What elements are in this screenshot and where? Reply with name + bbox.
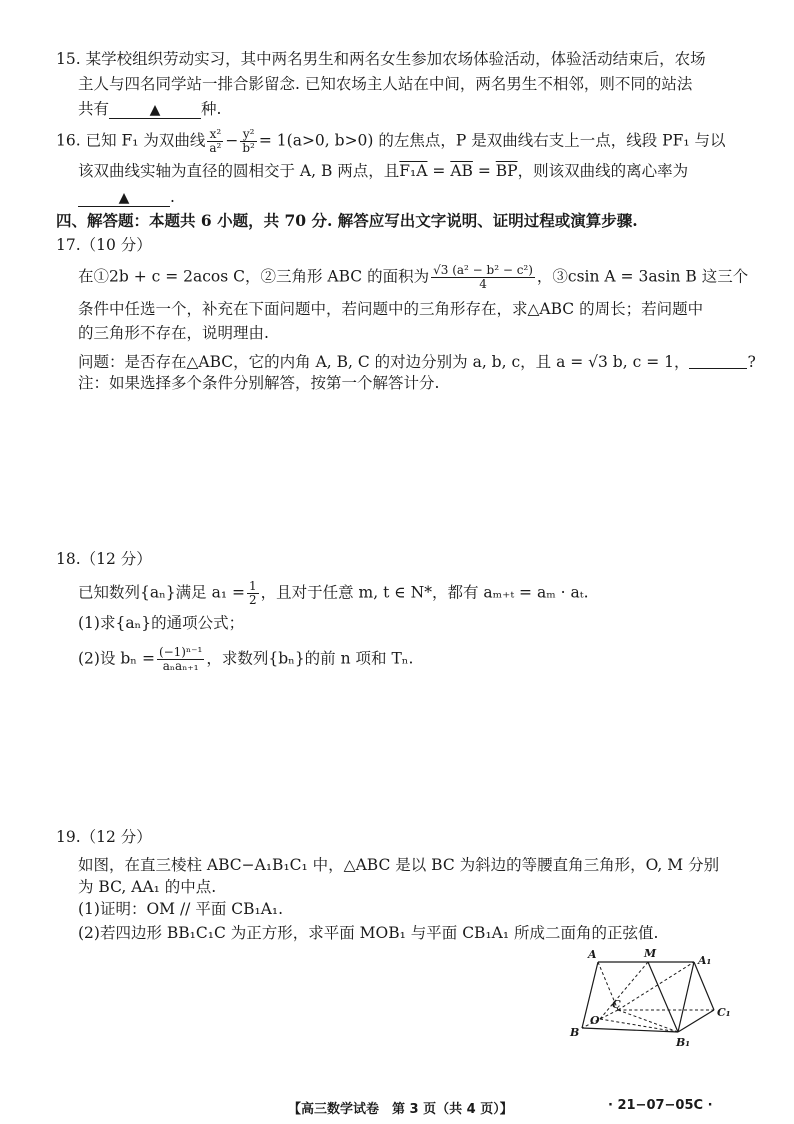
q19-part-2: (2)若四边形 BB₁C₁C 为正方形，求平面 MOB₁ 与平面 CB₁A₁ 所成二面角的正弦值. bbox=[78, 924, 659, 942]
q15-answer-blank[interactable] bbox=[109, 100, 201, 119]
q17-text: ，③csin A = 3asin B 这三个 bbox=[536, 267, 749, 286]
label-a1: A₁ bbox=[698, 954, 712, 967]
vector-bp: $\overline{BP}$ bbox=[495, 162, 518, 180]
q18-text: ，且对于任意 m, t ∈ N*，都有 aₘ₊ₜ = aₘ · aₜ. bbox=[260, 583, 589, 602]
vector-ab: $\overline{AB}$ bbox=[450, 162, 473, 180]
equals-sign: = bbox=[472, 162, 496, 180]
section-heading: 四、解答题：本题共 6 小题，共 70 分. 解答应写出文字说明、证明过程或演算步骤. bbox=[56, 211, 638, 230]
q15-line-3 bbox=[78, 98, 221, 120]
fraction-numerator: y² bbox=[240, 128, 257, 142]
segment-c-a1 bbox=[618, 962, 694, 1010]
fraction bbox=[157, 646, 204, 673]
q18-line-1 bbox=[78, 580, 589, 607]
vector-f1a: F₁A bbox=[399, 162, 428, 180]
q16-text: ，则该双曲线的离心率为 bbox=[517, 162, 689, 180]
q17-note: 注：如果选择多个条件分别解答，按第一个解答计分. bbox=[78, 374, 440, 392]
area-fraction bbox=[431, 264, 535, 291]
edge-a1-c1 bbox=[694, 962, 714, 1010]
q16-text: 该双曲线实轴为直径的圆相交于 A, B 两点，且 bbox=[78, 162, 400, 180]
q17-condition-blank[interactable] bbox=[689, 350, 747, 369]
q16-text: = 1(a>0, b>0) 的左焦点，P 是双曲线右支上一点，线段 PF₁ 与以 bbox=[258, 131, 726, 150]
fraction-numerator: 1 bbox=[248, 579, 257, 593]
q17-text: 问题：是否存在△ABC，它的内角 A, B, C 的对边分别为 a, b, c，且 a = √3 b, c = 1， bbox=[78, 353, 690, 371]
fraction-denominator: 4 bbox=[479, 277, 487, 291]
fraction bbox=[247, 580, 259, 607]
minus-sign: − bbox=[225, 131, 239, 150]
equals-sign: = bbox=[427, 162, 451, 180]
edge-b-b1 bbox=[582, 1028, 678, 1032]
q17-text: 在①2b + c = 2acos C，②三角形 ABC 的面积为 bbox=[78, 267, 430, 286]
q18-text: ，求数列{bₙ}的前 n 项和 Tₙ. bbox=[206, 649, 414, 668]
q15-line-1: 15. 某学校组织劳动实习，其中两名男生和两名女生参加农场体验活动，体验活动结束后，农场 bbox=[56, 50, 706, 68]
q16-answer-blank[interactable] bbox=[78, 188, 170, 207]
q19-part-1: (1)证明：OM // 平面 CB₁A₁. bbox=[78, 900, 284, 918]
fraction-denominator: b² bbox=[242, 141, 255, 155]
edge-c1-b1 bbox=[678, 1010, 714, 1032]
fraction-denominator: aₙaₙ₊₁ bbox=[162, 659, 199, 673]
fraction-denominator: 2 bbox=[248, 593, 257, 607]
q18-text: (2)设 bₙ = bbox=[78, 649, 155, 668]
q18-header: 18.（12 分） bbox=[56, 550, 152, 568]
segment-c-b1 bbox=[618, 1010, 678, 1032]
q17-text: ? bbox=[747, 353, 756, 371]
q15-text: 种. bbox=[201, 100, 222, 118]
q17-line-2: 条件中任选一个，补充在下面问题中，若问题中的三角形存在，求△ABC 的周长；若问题中 bbox=[78, 300, 704, 318]
fraction bbox=[240, 128, 257, 155]
q17-header: 17.（10 分） bbox=[56, 236, 152, 254]
fraction-denominator: a² bbox=[209, 141, 222, 155]
q15-line-2: 主人与四名同学站一排合影留念. 已知农场主人站在中间，两名男生不相邻，则不同的站法 bbox=[78, 75, 693, 93]
q16-line-2 bbox=[78, 160, 688, 182]
page-footer: 【高三数学试卷 第 3 页（共 4 页）】 bbox=[288, 1102, 513, 1117]
label-b1: B₁ bbox=[676, 1036, 691, 1049]
label-b: B bbox=[570, 1026, 580, 1039]
q15-text: 共有 bbox=[78, 100, 110, 118]
edge-a1-b1 bbox=[678, 962, 694, 1032]
label-c: C bbox=[612, 998, 621, 1011]
q16-text: 16. 已知 F₁ 为双曲线 bbox=[56, 131, 206, 150]
triangle-icon: ▲ bbox=[149, 102, 161, 118]
fraction-numerator: √3 (a² − b² − c²) bbox=[433, 263, 533, 277]
label-a: A bbox=[588, 948, 597, 961]
label-c1: C₁ bbox=[717, 1006, 731, 1019]
q19-line-1: 如图，在直三棱柱 ABC−A₁B₁C₁ 中，△ABC 是以 BC 为斜边的等腰直角三角形，O, M 分别 bbox=[78, 856, 720, 874]
q17-line-1 bbox=[78, 264, 748, 291]
q16-text: . bbox=[170, 188, 175, 206]
label-m: M bbox=[644, 947, 657, 960]
q18-part-1: (1)求{aₙ}的通项公式； bbox=[78, 614, 245, 632]
paper-code: · 21−07−05C · bbox=[608, 1098, 713, 1113]
q19-line-2: 为 BC, AA₁ 的中点. bbox=[78, 878, 217, 896]
q16-line-1 bbox=[56, 128, 726, 155]
q16-line-3 bbox=[78, 186, 175, 208]
fraction bbox=[207, 128, 223, 155]
label-o: O bbox=[590, 1014, 600, 1027]
prism-figure bbox=[568, 944, 738, 1054]
q17-line-3: 的三角形不存在，说明理由. bbox=[78, 324, 269, 342]
triangle-icon: ▲ bbox=[118, 190, 130, 206]
fraction-numerator: (−1)ⁿ⁻¹ bbox=[158, 645, 203, 659]
segment-m-b1 bbox=[648, 962, 678, 1032]
q18-part-2 bbox=[78, 646, 413, 673]
q19-header: 19.（12 分） bbox=[56, 828, 152, 846]
q18-text: 已知数列{aₙ}满足 a₁ = bbox=[78, 583, 245, 602]
q17-line-4 bbox=[78, 348, 756, 373]
fraction-numerator: x² bbox=[207, 128, 223, 142]
